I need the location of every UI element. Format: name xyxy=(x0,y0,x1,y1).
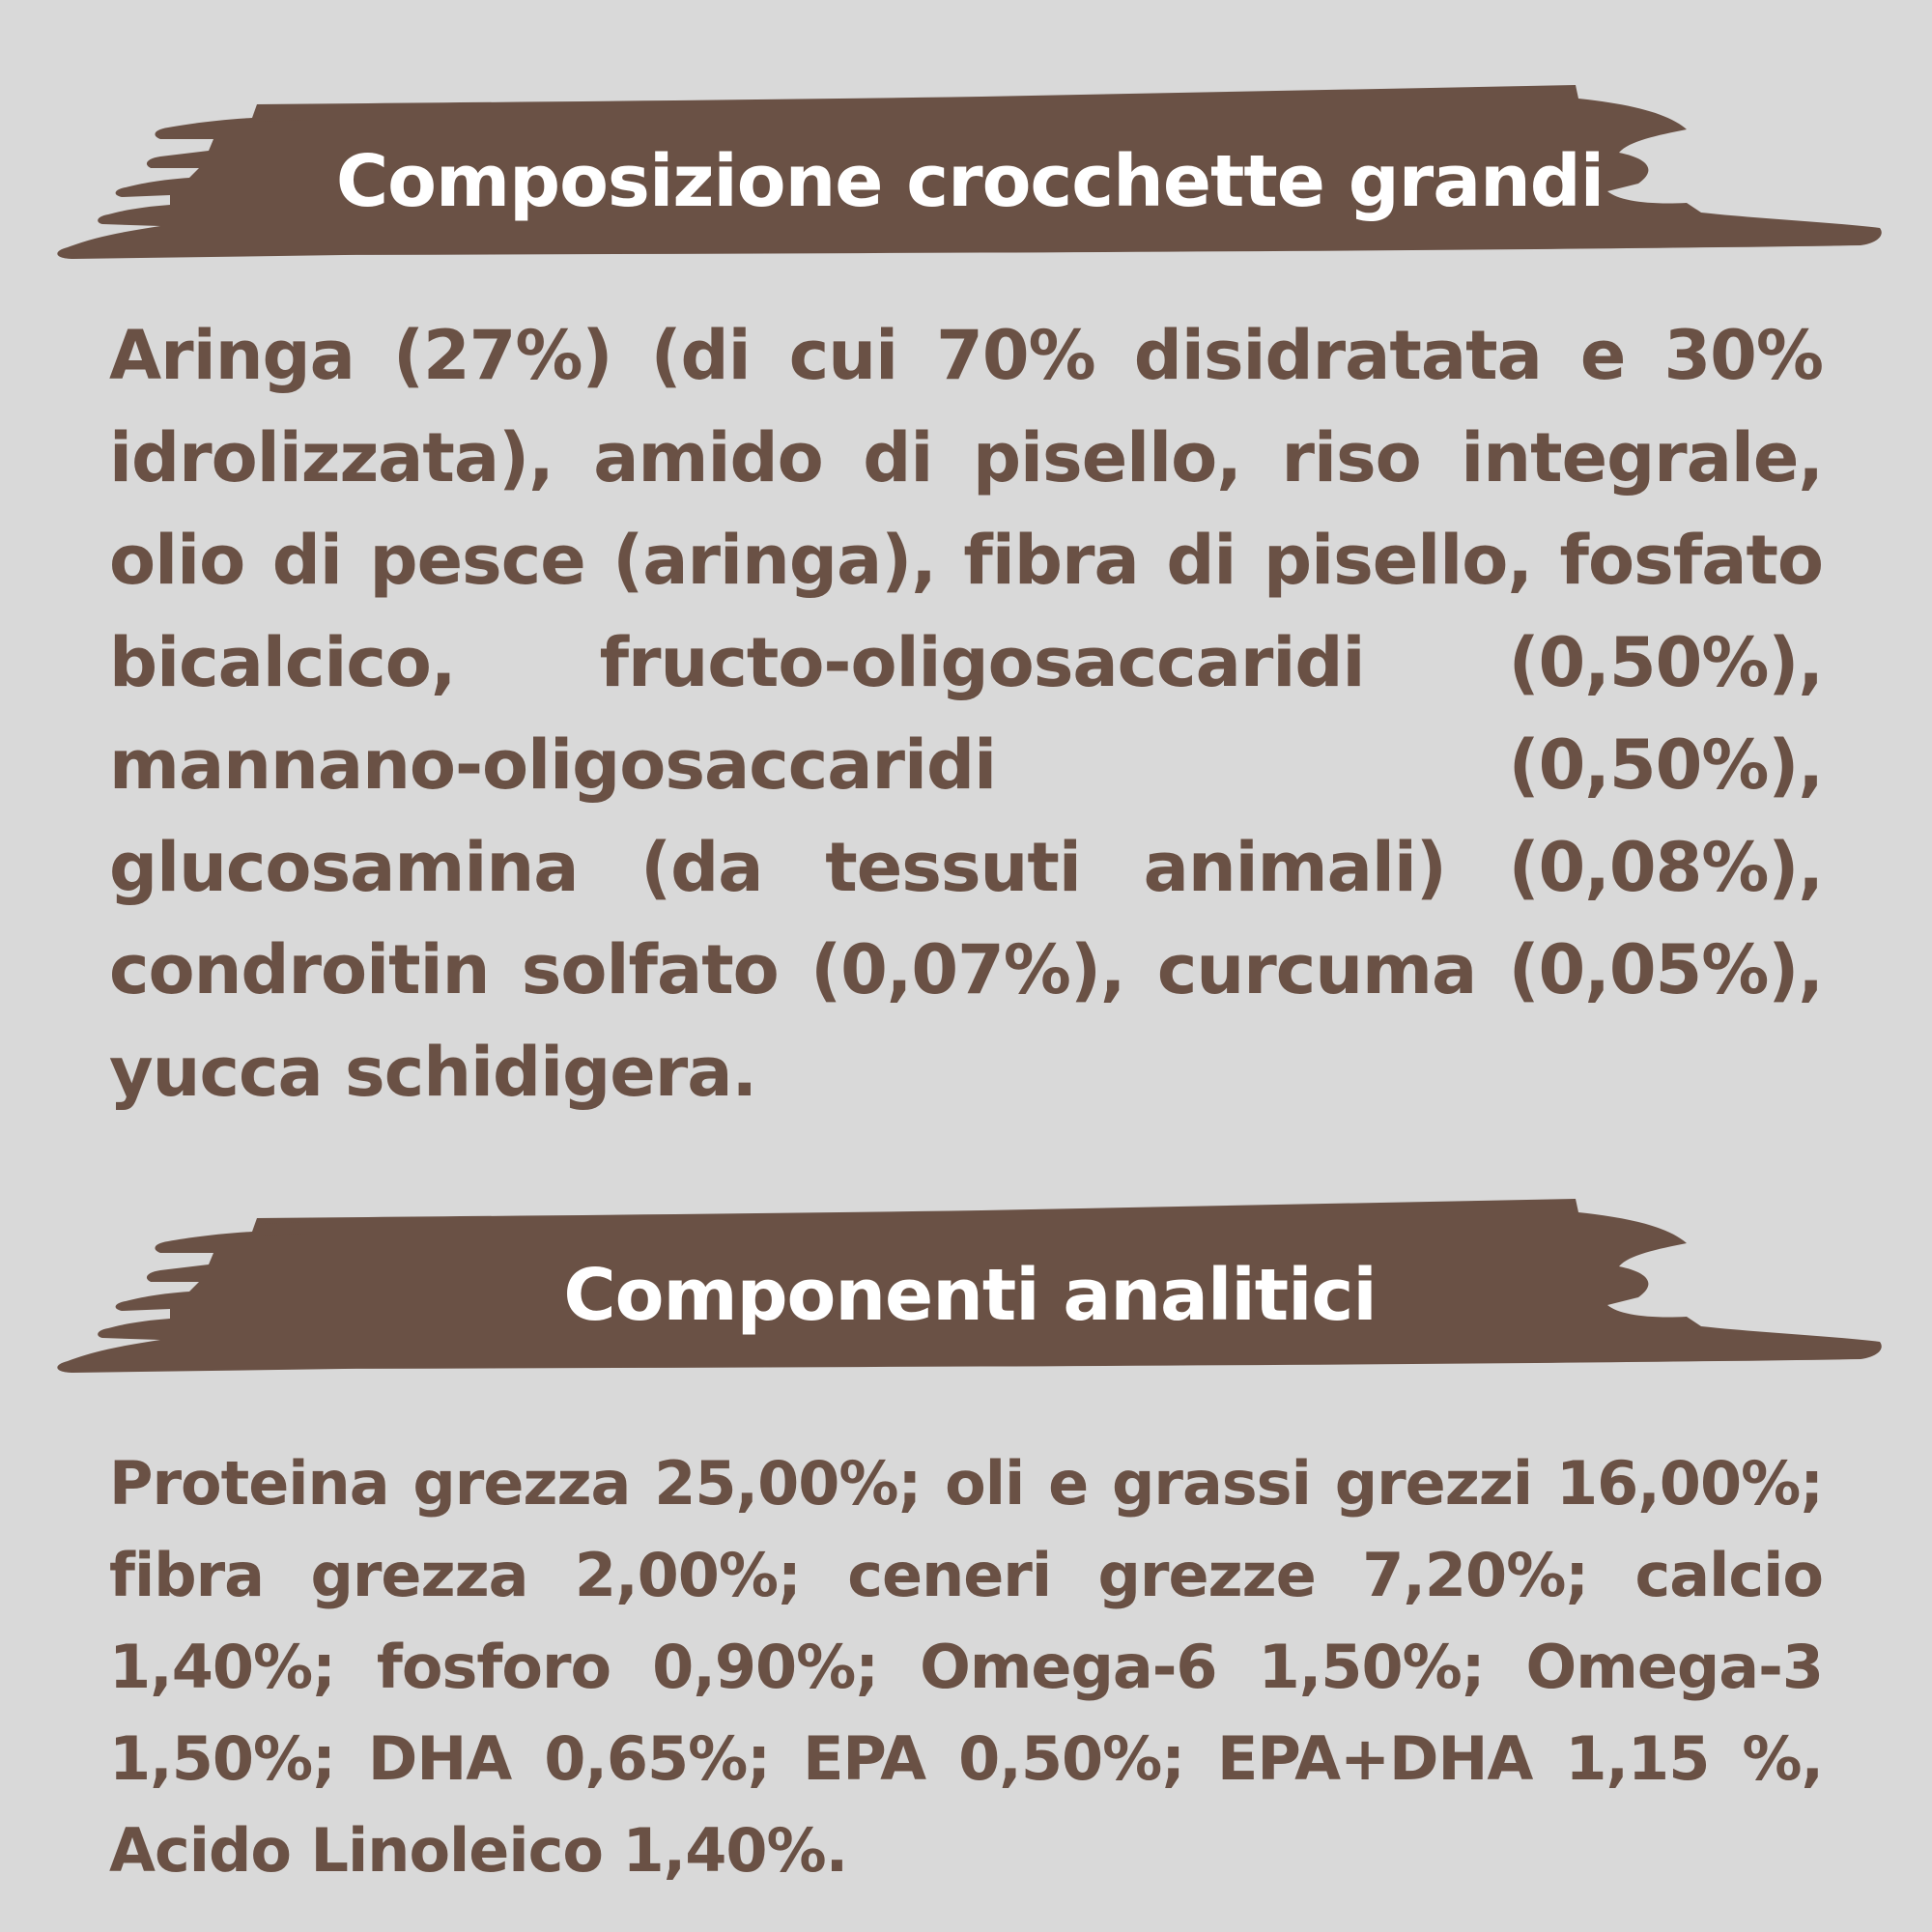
section-heading: Composizione crocchette grandi xyxy=(335,140,1605,223)
section-heading: Componenti analitici xyxy=(563,1254,1377,1337)
section-heading-banner xyxy=(54,81,1886,265)
analytical-components-paragraph: Proteina grezza 25,00%; oli e grassi grezzi 16,00%; fibra grezza 2,00%; ceneri grezze 7,20%; calcio 1,40%; fosforo 0,90%; Omega-6 1,50%; Omega-3 1,50%; DHA 0,65%; EPA 0,50%; EPA+DHA 1,15 %, Acido Linoleico 1,40%. xyxy=(109,1448,1823,1886)
section-heading-banner xyxy=(54,1195,1886,1378)
ingredients-paragraph: Aringa (27%) (di cui 70% disidratata e 30% idrolizzata), amido di pisello, riso integrale, olio di pesce (aringa), fibra di pisello, fosfato bicalcico, fructo-oligosaccaridi (0,50%), mannano-oligosaccaridi (0,50%), glucosamina (da tessuti animali) (0,08%), condroitin solfato (0,07%), curcuma (0,05%), yucca schidigera. xyxy=(109,316,1823,1112)
